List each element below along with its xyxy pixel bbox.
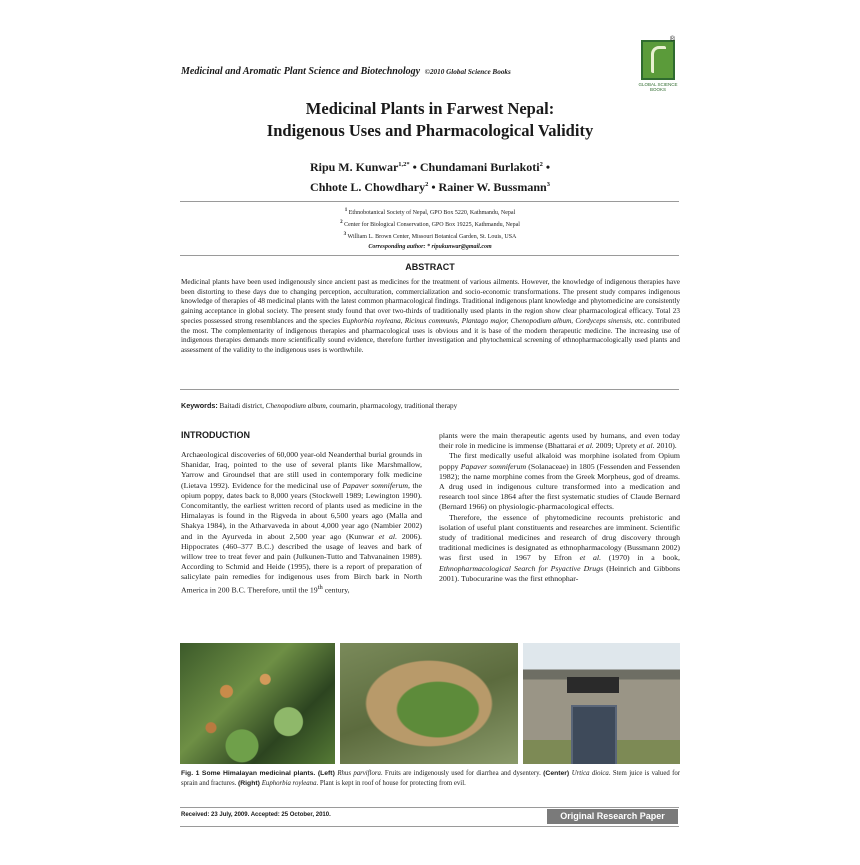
book-title: Ethnopharmacological Search for Psyactive Drugs — [439, 563, 604, 573]
photo-rhus-parviflora — [180, 643, 335, 764]
caption-position: (Right) — [238, 779, 262, 787]
publisher-logo — [637, 36, 679, 98]
affiliation-number: 1 — [344, 208, 348, 213]
keyword-text: , coumarin, pharmacology, traditional therapy — [325, 402, 458, 410]
affiliation-item — [180, 230, 680, 242]
divider — [180, 389, 679, 390]
affiliation-item — [180, 206, 680, 218]
photo-urtica-dioica — [340, 643, 518, 764]
citation-etal: et al. — [579, 553, 602, 563]
author-separator: • — [431, 180, 436, 194]
logo-text-line-1: GLOBAL SCIENCE — [638, 82, 678, 87]
species-name: Papaver somniferum — [342, 480, 409, 490]
abstract-heading: ABSTRACT — [405, 262, 455, 272]
paragraph — [439, 431, 680, 451]
affiliations — [180, 206, 680, 252]
text-run: 2006). Hippocrates (460–377 B.C.) described the usage of leaves and bark of willow tree to treat fever and pain (Julkunen-Tutto and Tahvanainen 1989). According to Schmid and Heide (1995), there is a report of preparation of salicylate pain remedies for indigenous uses from Birch bark in North America in 200 B.C. Therefore, until the 19 — [181, 531, 422, 595]
author-affil-sup: 2 — [539, 161, 543, 168]
affiliation-text: Ethnobotanical Society of Nepal, GPO Box 5220, Kathmandu, Nepal — [348, 210, 516, 216]
keywords — [181, 401, 457, 410]
keywords-label: Keywords: — [181, 401, 218, 410]
author-affil-sup: 3 — [546, 181, 550, 188]
author-affil-sup: 2 — [425, 181, 429, 188]
photo-euphorbia-royleana — [523, 643, 680, 764]
text-run: Archaeological discoveries of 60,000 year-old Neanderthal burial grounds in Shanidar, Iraq, pointed to the use of several plants like Marshmallow, Yarrow and Groundsel that are still used in contemporary folk medicine (Lietava 1992). Evidence for the medicinal use of — [181, 450, 422, 490]
logo-text-line-2: BOOKS — [649, 87, 666, 92]
journal-header — [181, 66, 511, 77]
author-name: Chundamani Burlakoti — [419, 160, 540, 174]
author-separator: • — [412, 160, 417, 174]
abstract-body — [181, 278, 680, 356]
caption-text: . Fruits are indigenously used for diarrhea and dysentery. — [380, 770, 544, 777]
citation-etal: et al. — [378, 531, 398, 541]
caption-text: . Plant is kept in roof of house for protecting from evil. — [316, 779, 466, 787]
text-run: , the opium poppy, dates back to 8,000 years (Stockwell 1989; Lewington 1990). Concomitantly, the earliest written record of plants used as medicine in the Himalayas is found in the Rigveda in about 6,500 years ago (Malla and Shakya 1984), in the Atharvaveda in about 4,000 year ago (Nambier 2002) and in the Ayurveda in about 2,500 year ago (Kunwar — [181, 480, 422, 541]
affiliation-number: 2 — [340, 220, 343, 225]
divider — [180, 255, 679, 256]
divider — [180, 807, 679, 808]
abstract-species: Euphorbia royleana, Ricinus communis, Plantago major, Chenopodium album, Cordyceps sinensis, — [342, 316, 633, 325]
caption-species: Euphorbia royleana — [261, 779, 317, 787]
affiliation-text: William L. Brown Center, Missouri Botanical Garden, St. Louis, USA — [347, 234, 517, 240]
body-column-left — [181, 450, 422, 595]
registered-mark: ® — [669, 36, 675, 43]
author-list — [180, 156, 680, 196]
caption-species: Rhus parviflora — [337, 770, 381, 777]
house-door — [571, 705, 617, 764]
superscript: th — [317, 583, 323, 591]
text-run: (1970) in a book, — [601, 553, 680, 563]
divider — [180, 826, 679, 827]
journal-name: Medicinal and Aromatic Plant Science and Biotechnology — [181, 66, 421, 77]
author-name: Ripu M. Kunwar — [309, 160, 399, 174]
house-window — [567, 677, 619, 693]
citation-etal: et al. — [578, 441, 594, 451]
paper-title — [180, 98, 680, 142]
caption-position: (Left) — [317, 770, 338, 777]
text-run: 2010). — [654, 441, 677, 451]
species-name: Papaver somniferum — [460, 461, 527, 471]
paragraph — [439, 513, 680, 584]
section-heading-introduction: INTRODUCTION — [181, 430, 250, 440]
author-separator: • — [545, 160, 551, 174]
citation-etal: et al. — [639, 441, 655, 451]
figure-label: Fig. 1 Some Himalayan medicinal plants. — [181, 770, 318, 777]
author-name: Rainer W. Bussmann — [438, 180, 547, 194]
text-run: The first medically useful alkaloid was morphine isolated from Opium poppy — [439, 451, 680, 471]
affiliation-text: Center for Biological Conservation, GPO Box 19225, Kathmandu, Nepal — [344, 222, 520, 228]
author-affil-sup: 1,2* — [398, 161, 410, 168]
keyword-text: Baitadi district, — [217, 402, 266, 410]
text-run: Therefore, the essence of phytomedicine recounts prehistoric and isolation of useful plant constituents and researches are imminent. Scientific study of traditional medicines and research of drug discovery through traditional medicines is designated as ethnopharmacology (Bussmann 2002) was first used in 1967 by Efron — [439, 512, 680, 563]
paragraph — [181, 450, 422, 595]
corresponding-author: Corresponding author: * ripukunwar@gmail.com — [368, 244, 492, 250]
text-run: 2009; Uprety — [593, 441, 640, 451]
logo-text — [637, 82, 679, 92]
article-type-badge: Original Research Paper — [547, 809, 678, 824]
leaf-logo-icon — [641, 36, 675, 80]
affiliation-number: 3 — [343, 232, 347, 237]
paragraph — [439, 451, 680, 512]
text-run: (Solanaceae) in 1805 (Fessenden and Fessenden 1982); the name morphine comes from the Greek Morpheus, god of dreams. A drug used in indigenous culture transformed into a medication and research tool since 1864 after the first systematic studies of Claude Bernard (Bernard 1966) on physiologic-pharmacological effects. — [439, 461, 680, 512]
title-line-2: Indigenous Uses and Pharmacological Validity — [266, 121, 594, 140]
abstract-text: Medicinal plants have been used indigenously since ancient past as medicines for the treatment of various ailments. However, the knowledge of indigenous therapies have been distorting to these days due to changing perception, acculturation, commercialization and socio-economic transformations. The present study compares indigenous knowledge of therapies of 48 medicinal plants with the latest common pharmacological findings. Traditional indigenous plant knowledge and phytomedicine are consistently gaining acceptance in global society. The present study found that over two-thirds of traditionally used plants in the region show clear pharmacological efficacy. Total 23 species possessed strong resemblances and the species — [181, 278, 680, 325]
divider — [180, 201, 679, 202]
keyword-species: Chenopodium album — [265, 402, 326, 410]
figure-caption — [181, 769, 680, 788]
body-column-right — [439, 431, 680, 584]
caption-position: (Center) — [543, 770, 572, 777]
received-dates: Received: 23 July, 2009. Accepted: 25 October, 2010. — [181, 812, 331, 818]
text-run: plants were the main therapeutic agents used by humans, and even today their role in medicine is immense (Bhattarai — [439, 431, 680, 451]
text-run: (Heinrich and Gibbons 2001). Tubocurarine was the first ethnophar- — [439, 563, 681, 583]
caption-text: . Stem juice is valued for sprain and fractures. — [181, 770, 681, 787]
title-line-1: Medicinal Plants in Farwest Nepal: — [305, 99, 555, 118]
author-name: Chhote L. Chowdhary — [310, 180, 426, 194]
text-run: century, — [322, 585, 350, 595]
journal-copyright: ©2010 Global Science Books — [424, 68, 511, 76]
abstract-text: etc. contributed the most. The complementarity of indigenous therapies and pharmacological uses is obvious and it is base of the modern therapeutic medicine. The increasing use of indigenous therapies demands more scientifically sound evidence, therefore further investigation and phytochemical screening of ethnopharmacologically used plants and assessment of the validity to the indigenous uses is worthwhile. — [181, 316, 681, 354]
affiliation-item — [180, 218, 680, 230]
caption-species: Urtica dioica — [571, 770, 609, 777]
